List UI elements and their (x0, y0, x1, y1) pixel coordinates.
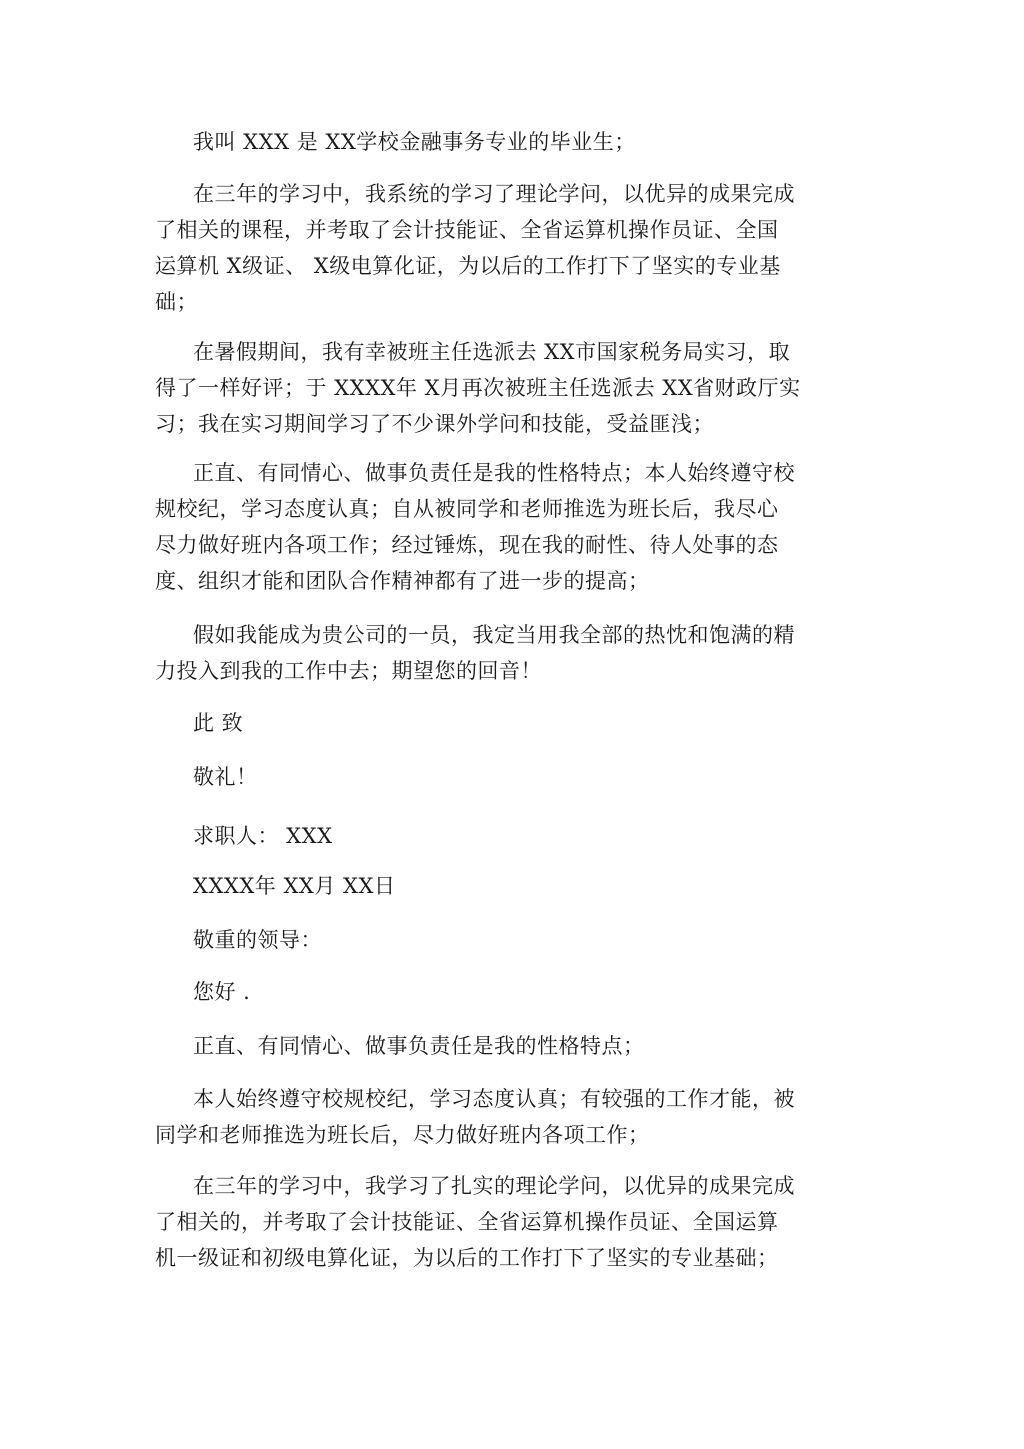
text-line: 规校纪，学习态度认真；自从被同学和老师推选为班长后，我尽心 (155, 497, 779, 521)
text-line: 了相关的课程，并考取了会计技能证、全省运算机操作员证、全国 (155, 218, 779, 242)
paragraph-education-2 (155, 1168, 855, 1276)
greeting (155, 974, 855, 1010)
signature (155, 818, 855, 854)
paragraph-discipline (155, 1081, 855, 1153)
text-line: XXXX年 XX月 XX日 (193, 874, 396, 898)
text-line: 在三年的学习中，我系统的学习了理论学问，以优异的成果完成 (193, 182, 795, 206)
text-line: 在暑假期间，我有幸被班主任选派去 XX市国家税务局实习，取 (193, 340, 791, 364)
text-line: 我叫 XXX 是 XX学校金融事务专业的毕业生； (193, 130, 636, 154)
text-line: 正直、有同情心、做事负责任是我的性格特点；本人始终遵守校 (193, 461, 795, 485)
text-line: 机一级证和初级电算化证，为以后的工作打下了坚实的专业基础； (155, 1246, 779, 1270)
text-line: 求职人： XXX (193, 824, 333, 848)
text-line: 础； (155, 290, 198, 314)
text-line: 得了一样好评；于 XXXX年 X月再次被班主任选派去 XX省财政厅实 (155, 376, 801, 400)
text-line: 习；我在实习期间学习了不少课外学问和技能，受益匪浅； (155, 412, 714, 436)
text-line: 运算机 X级证、 X级电算化证，为以后的工作打下了坚实的专业基 (155, 254, 781, 278)
closing-line (155, 705, 855, 741)
text-line: 假如我能成为贵公司的一员，我定当用我全部的热忱和饱满的精 (193, 623, 795, 647)
text-line: 本人始终遵守校规校纪，学习态度认真；有较强的工作才能，被 (193, 1087, 795, 1111)
text-line: 此 致 (193, 711, 244, 735)
paragraph-education (155, 176, 855, 320)
date (155, 868, 855, 904)
paragraph-character-2 (155, 1028, 855, 1064)
salutation (155, 922, 855, 958)
text-line: 尽力做好班内各项工作；经过锤炼，现在我的耐性、待人处事的态 (155, 533, 779, 557)
text-line: 了相关的，并考取了会计技能证、全省运算机操作员证、全国运算 (155, 1210, 779, 1234)
text-line: 力投入到我的工作中去；期望您的回音！ (155, 659, 542, 683)
text-line: 在三年的学习中，我学习了扎实的理论学问，以优异的成果完成 (193, 1174, 795, 1198)
closing-salute (155, 759, 855, 795)
text-line: 敬重的领导： (193, 928, 322, 952)
paragraph-intro (155, 124, 855, 160)
text-line: 同学和老师推选为班长后，尽力做好班内各项工作； (155, 1123, 650, 1147)
paragraph-aspiration (155, 617, 855, 689)
text-line: 正直、有同情心、做事负责任是我的性格特点； (193, 1034, 645, 1058)
text-line: 您好 . (193, 980, 251, 1004)
paragraph-character (155, 455, 855, 599)
text-line: 敬礼！ (193, 765, 258, 789)
paragraph-internship (155, 334, 855, 442)
text-line: 度、组织才能和团队合作精神都有了进一步的提高； (155, 569, 650, 593)
